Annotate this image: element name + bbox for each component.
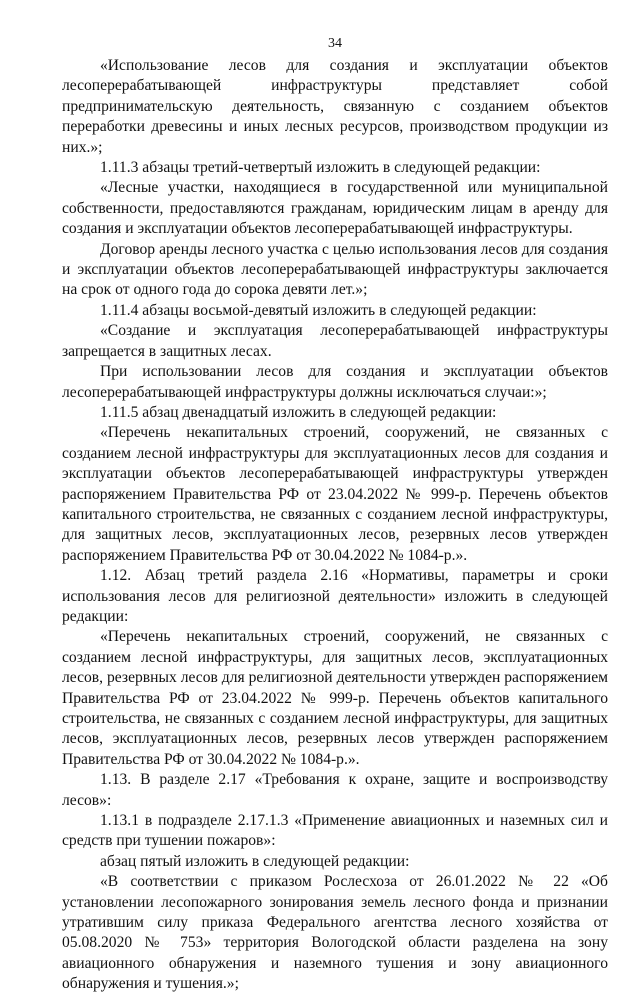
- paragraph-8: 1.11.5 абзац двенадцатый изложить в следующей редакции:: [100, 403, 497, 421]
- paragraph-6: «Создание и эксплуатация лесоперерабатывающей инфраструктуры запрещается в защитных лесах.: [62, 322, 608, 360]
- paragraph-5: 1.11.4 абзацы восьмой-девятый изложить в следующей редакции:: [100, 301, 537, 319]
- paragraph-3: «Лесные участки, находящиеся в государственной или муниципальной собственности, предоставляются гражданам, юридическим лицам в аренду для создания и эксплуатации объектов лесоперерабатывающей инфраструктуры.: [62, 179, 608, 238]
- paragraph-7: При использовании лесов для создания и эксплуатации объектов лесоперерабатывающей инфраструктуры должны исключаться случаи:»;: [62, 363, 608, 401]
- paragraph-2: 1.11.3 абзацы третий-четвертый изложить в следующей редакции:: [100, 159, 541, 177]
- paragraph-13: 1.13.1 в подразделе 2.17.1.3 «Применение авиационных и наземных сил и средств при тушении пожаров»:: [62, 812, 608, 850]
- page-number: 34: [328, 36, 342, 51]
- paragraph-4: Договор аренды лесного участка с целью использования лесов для создания и эксплуатации объектов лесоперерабатывающей инфраструктуры заключается на срок от одного года до сорока девяти лет.»;: [62, 240, 608, 299]
- paragraph-14: абзац пятый изложить в следующей редакции:: [100, 852, 410, 870]
- paragraph-10: 1.12. Абзац третий раздела 2.16 «Нормативы, параметры и сроки использования лесов для религиозной деятельности» изложить в следующей редакции:: [62, 567, 608, 625]
- paragraph-9: «Перечень некапитальных строений, сооружений, не связанных с созданием лесной инфраструктуры для эксплуатационных лесов для создания и эксплуатации объектов лесоперерабатывающей инфраструктуры утвержден распоряжением Правительства РФ от 23.04.2022 № 999-р. Перечень объектов капитального строительства, не связанных с созданием лесной инфраструктуры, для защитных лесов, эксплуатационных лесов, резервных лесов утвержден распоряжением Правительства РФ от 30.04.2022 № 1084-р.».: [62, 424, 608, 564]
- paragraph-12: 1.13. В разделе 2.17 «Требования к охране, защите и воспроизводству лесов»:: [62, 771, 608, 809]
- paragraph-11: «Перечень некапитальных строений, сооружений, не связанных с созданием лесной инфраструктуры, для защитных лесов, эксплуатационных лесов, резервных лесов для религиозной деятельности утвержден распоряжением Правительства РФ от 23.04.2022 № 999-р. Перечень объектов капитального строительства, не связанных с созданием лесной инфраструктуры, для защитных лесов, эксплуатационных лесов, резервных лесов утвержден распоряжением Правительства РФ от 30.04.2022 № 1084-р.».: [62, 628, 608, 768]
- paragraph-15: «В соответствии с приказом Рослесхоза от 26.01.2022 № 22 «Об установлении лесопожарного зонирования земель лесного фонда и признании утратившим силу приказа Федерального агентства лесного хозяйства от 05.08.2020 № 753» территория Вологодской области разделена на зону авиационного обнаружения и наземного тушения и зону авиационного обнаружения и тушения.»;: [62, 873, 608, 993]
- paragraph-1: «Использование лесов для создания и эксплуатации объектов лесоперерабатывающей инфраструктуры представляет собой предпринимательскую деятельность, связанную с созданием объектов переработки древесины и иных лесных ресурсов, производством продукции из них.»;: [62, 57, 608, 156]
